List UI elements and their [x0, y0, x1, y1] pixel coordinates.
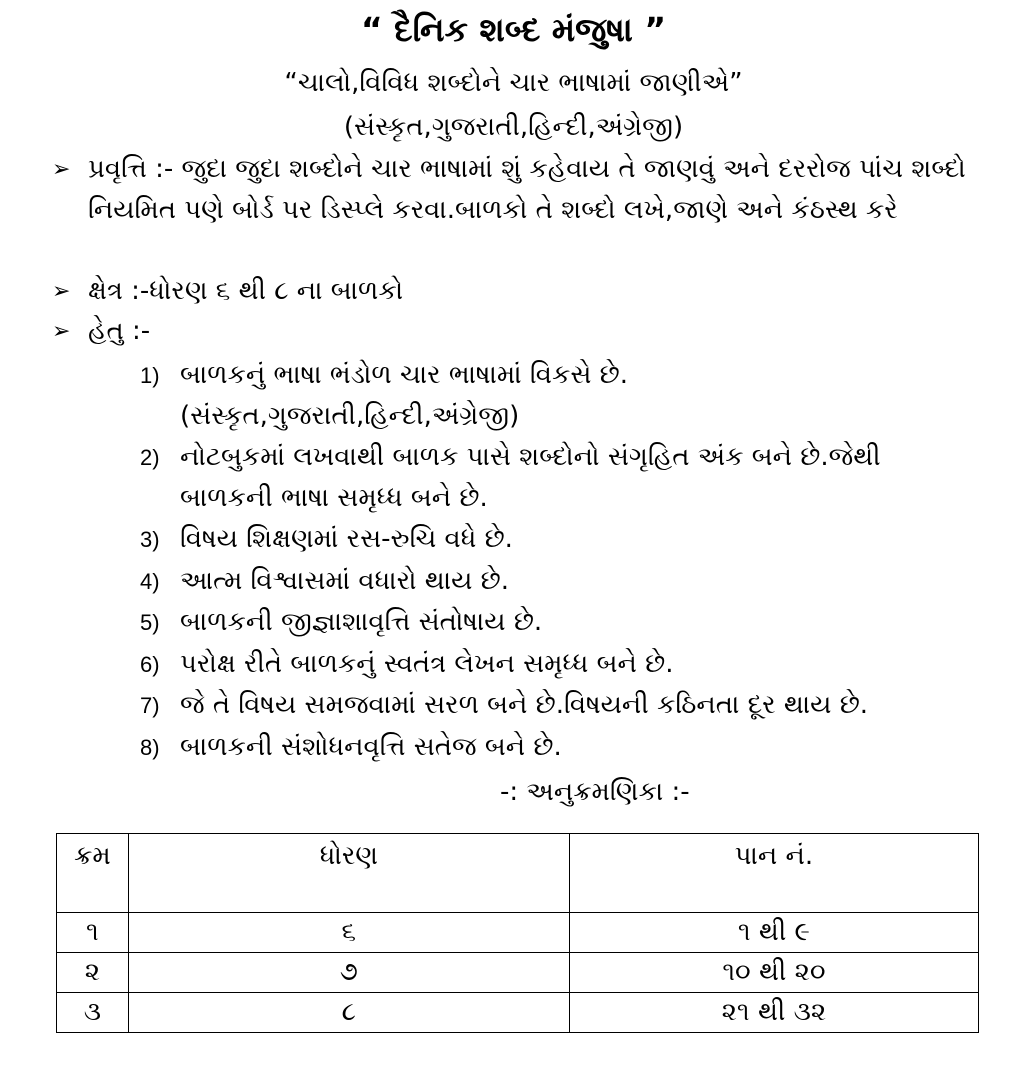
cell-page-range: ૧ થી ૯ [569, 913, 978, 953]
bullet-activity [52, 149, 1002, 231]
arrow-bullet-icon: ➢ [52, 319, 71, 344]
objective-item [140, 602, 1010, 643]
table-header-row [57, 834, 979, 913]
column-header-page-no: પાન નં. [569, 834, 978, 913]
objective-item [140, 561, 1010, 602]
objective-text: બાળકનું ભાષા ભંડોળ ચાર ભાષામાં વિકસે છે. [180, 360, 629, 390]
objective-number: 3) [140, 527, 160, 552]
cell-standard: ૬ [128, 913, 569, 953]
activity-text: પ્રવૃત્તિ :- જુદા જુદા શબ્દોને ચાર ભાષામાં શું કહેવાય તે જાણવું અને દરરોજ પાંચ શબ્દો નિયમિત પણે બોર્ડ પર ડિસ્પ્લે કરવા.બાળકો તે શબ્દો લખે,જાણે અને કંઠસ્થ કરે [88, 154, 966, 225]
table-row [57, 913, 979, 953]
purpose-heading: હેતુ :- [88, 316, 151, 346]
area-text: ક્ષેત્ર :-ધોરણ ૬ થી ૮ ના બાળકો [88, 276, 404, 306]
objective-item [140, 727, 1010, 768]
column-header-standard: ધોરણ [128, 834, 569, 913]
objective-number: 7) [140, 693, 160, 718]
objective-text: પરોક્ષ રીતે બાળકનું સ્વતંત્ર લેખન સમૃધ્ધ બને છે. [180, 649, 674, 679]
objective-text: નોટબુકમાં લખવાથી બાળક પાસે શબ્દોનો સંગૃહિત અંક બને છે.જેથી [180, 442, 881, 472]
objective-number: 4) [140, 569, 160, 594]
cell-page-range: ૨૧ થી ૩૨ [569, 993, 978, 1033]
objective-number: 6) [140, 652, 160, 677]
index-heading: -: અનુક્રમણિકા :- [500, 777, 690, 807]
column-header-serial: ક્રમ [57, 834, 129, 913]
arrow-bullet-icon: ➢ [52, 157, 71, 182]
objective-text: બાળકની જીજ્ઞાશાવૃત્તિ સંતોષાય છે. [180, 607, 543, 637]
cell-serial: ૨ [57, 953, 129, 993]
objective-text: વિષય શિક્ષણમાં રસ-રુચિ વધે છે. [180, 524, 513, 554]
objective-text: આત્મ વિશ્વાસમાં વધારો થાય છે. [180, 566, 510, 596]
objective-text-cont: (સંસ્કૃત,ગુજરાતી,હિન્દી,અંગ્રેજી) [180, 401, 520, 431]
cell-standard: ૭ [128, 953, 569, 993]
objective-text-cont: બાળકની ભાષા સમૃધ્ધ બને છે. [180, 483, 488, 513]
objective-item [140, 519, 1010, 560]
objective-number: 1) [140, 363, 160, 388]
languages-line: (સંસ્કૃત,ગુજરાતી,હિન્દી,અંગ્રેજી) [343, 112, 684, 142]
cell-serial: ૧ [57, 913, 129, 953]
page-title: “ દૈનિક શબ્દ મંજુષા ” [360, 10, 667, 49]
objective-number: 8) [140, 735, 160, 760]
cell-standard: ૮ [128, 993, 569, 1033]
page-subtitle: “ચાલો,વિવિધ શબ્દોને ચાર ભાષામાં જાણીએ” [284, 68, 743, 98]
objective-number: 5) [140, 610, 160, 635]
table-row [57, 953, 979, 993]
bullet-purpose [52, 311, 1002, 352]
objective-text: બાળકની સંશોધનવૃત્તિ સતેજ બને છે. [180, 732, 562, 762]
objective-item [140, 644, 1010, 685]
index-table [56, 833, 979, 1033]
objective-item [140, 355, 1010, 437]
cell-serial: ૩ [57, 993, 129, 1033]
arrow-bullet-icon: ➢ [52, 279, 71, 304]
cell-page-range: ૧૦ થી ૨૦ [569, 953, 978, 993]
objective-text: જે તે વિષય સમજવામાં સરળ બને છે.વિષયની કઠિનતા દૂર થાય છે. [180, 690, 869, 720]
objective-number: 2) [140, 445, 160, 470]
table-row [57, 993, 979, 1033]
objective-item [140, 685, 1010, 726]
objective-item [140, 437, 1010, 519]
bullet-area [52, 271, 1002, 312]
